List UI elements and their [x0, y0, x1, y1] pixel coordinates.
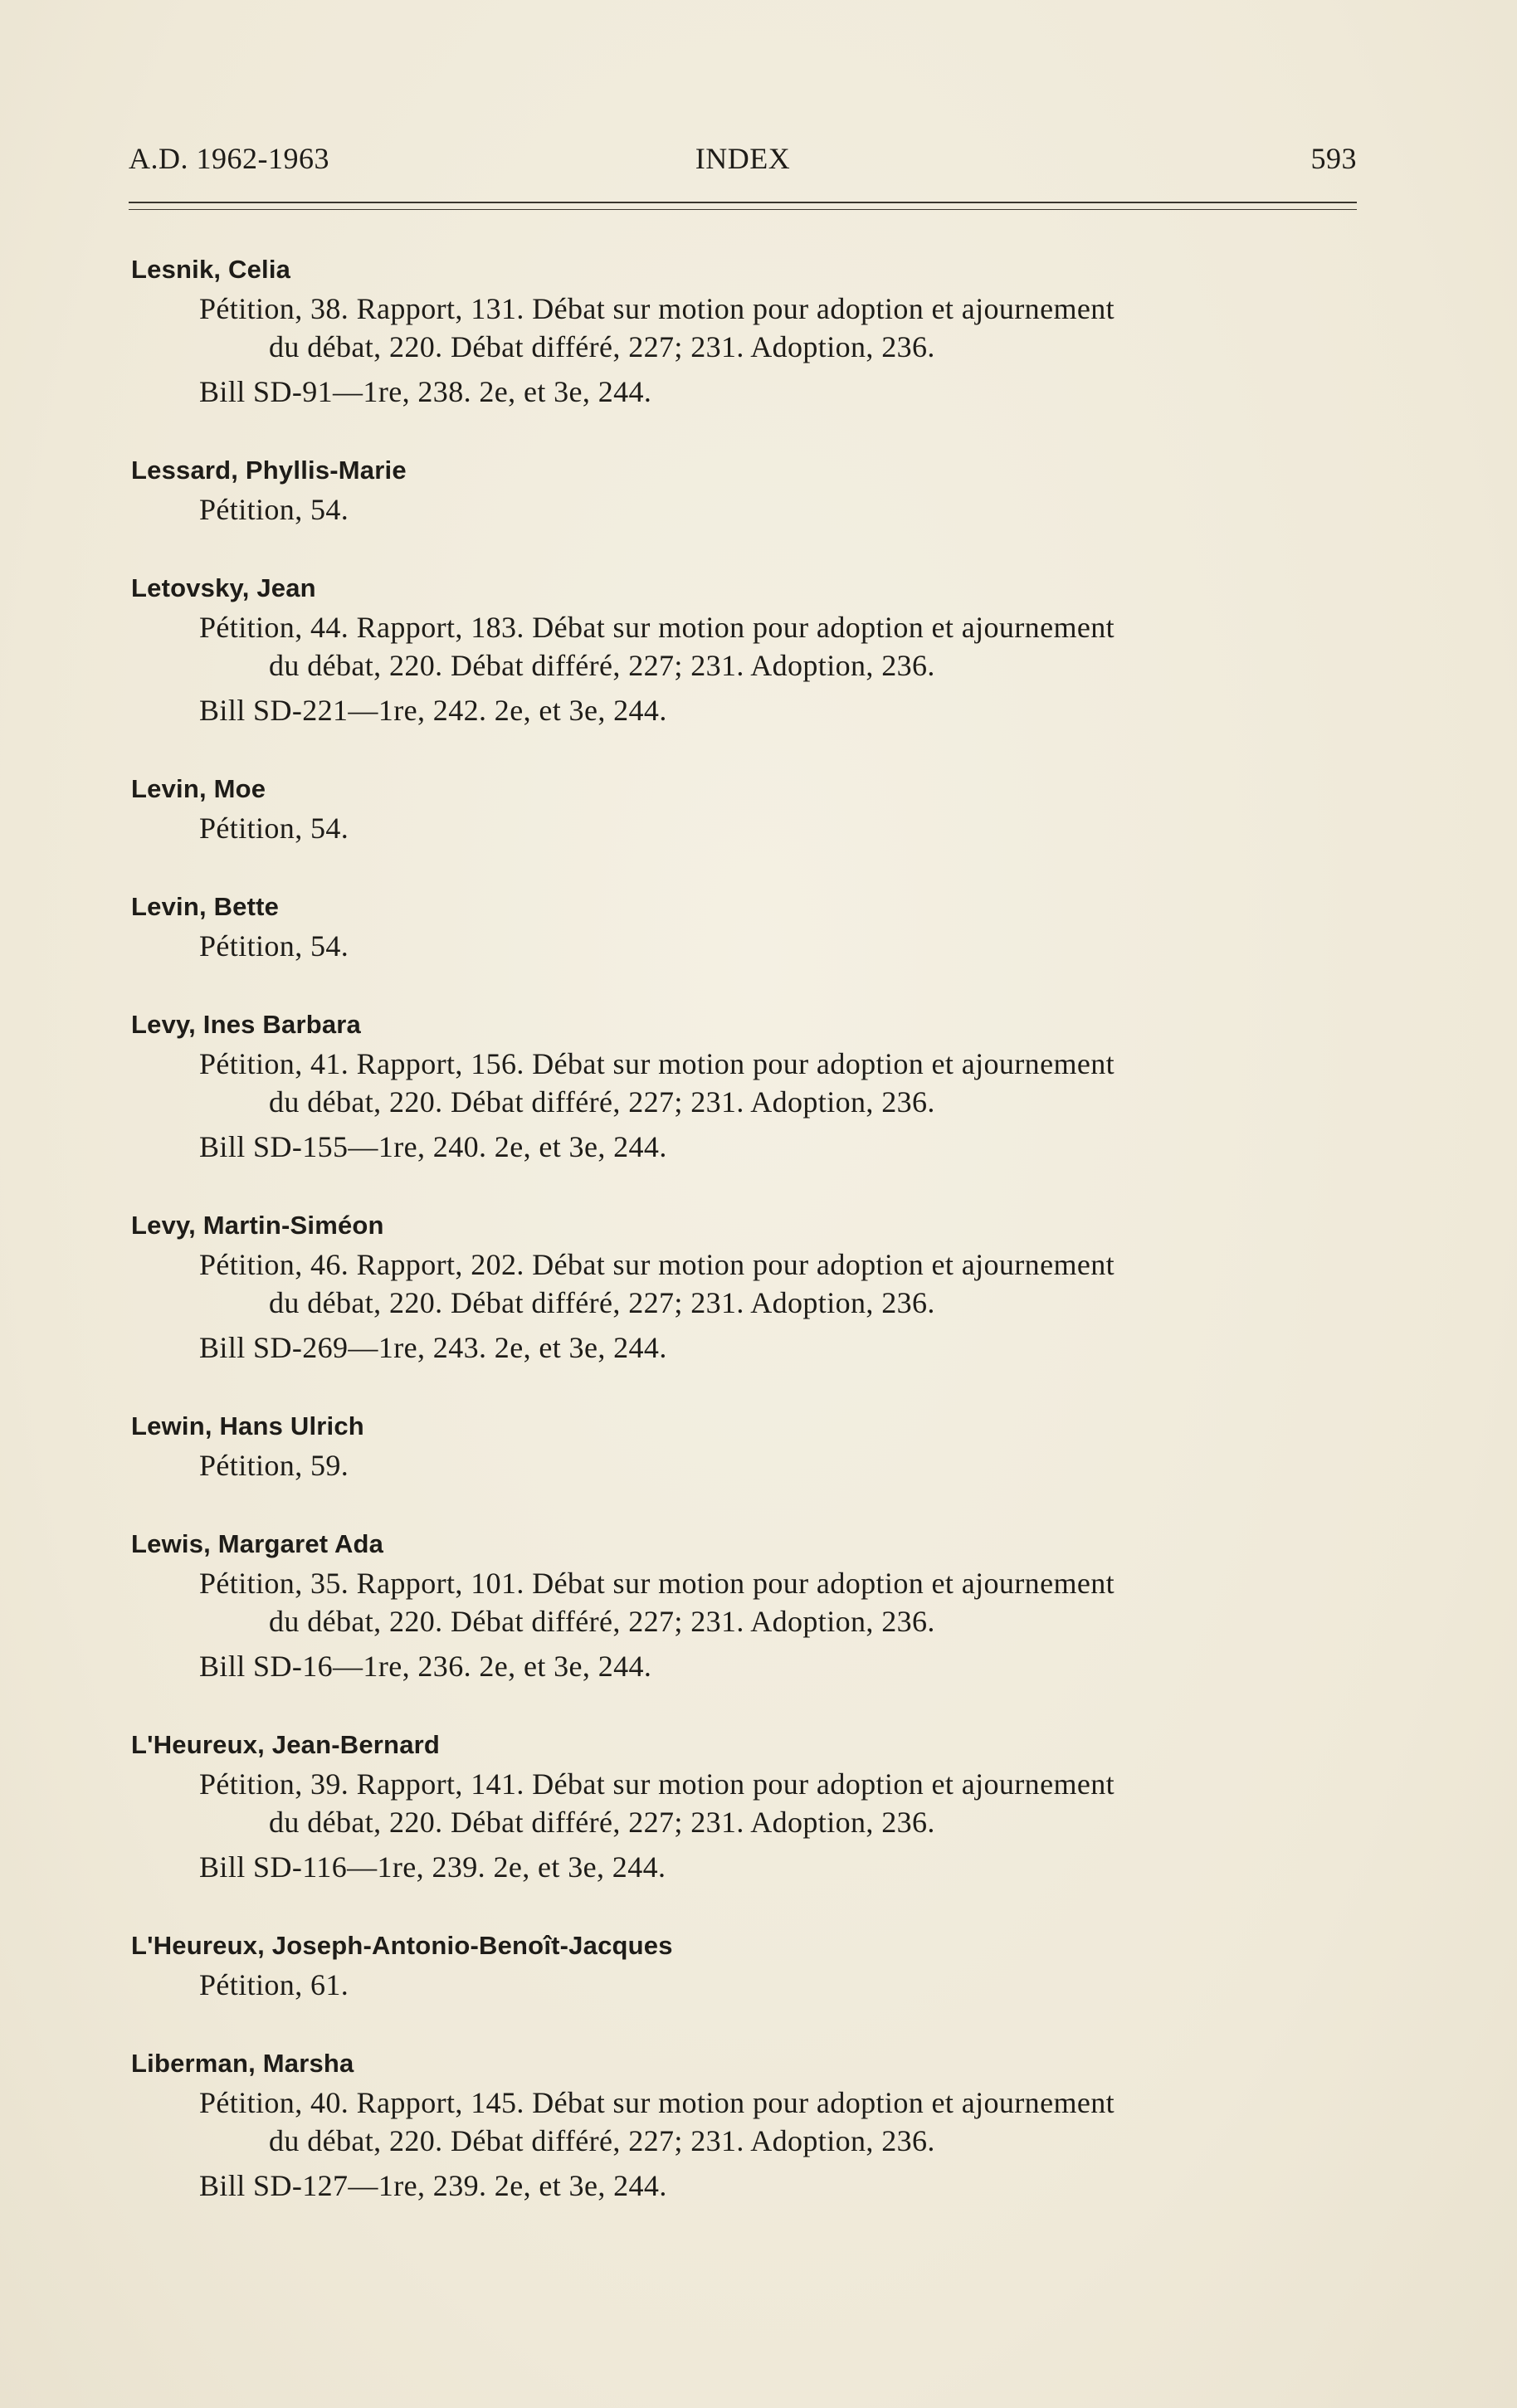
header-year-range: A.D. 1962-1963 — [129, 142, 329, 175]
entry-petition-line: Pétition, 54. — [199, 929, 349, 963]
index-entry — [131, 890, 1368, 965]
entry-bill-line: Bill SD-269—1re, 243. 2e, et 3e, 244. — [199, 1331, 667, 1364]
entry-petition-line: Pétition, 54. — [199, 812, 349, 845]
entry-continuation-line: du débat, 220. Débat différé, 227; 231. Adoption, 236. — [269, 1806, 935, 1839]
header-rule-top — [129, 202, 1357, 203]
entry-bill-line: Bill SD-155—1re, 240. 2e, et 3e, 244. — [199, 1130, 667, 1163]
entry-name: Levy, Martin-Siméon — [131, 1211, 384, 1240]
entry-petition-line: Pétition, 54. — [199, 493, 349, 526]
entry-name: Levin, Moe — [131, 774, 266, 803]
entry-petition-line: Pétition, 41. Rapport, 156. Débat sur motion pour adoption et ajournement — [199, 1047, 1115, 1080]
entry-petition-line: Pétition, 35. Rapport, 101. Débat sur motion pour adoption et ajournement — [199, 1567, 1115, 1600]
index-entry — [131, 773, 1368, 847]
index-entry — [131, 1929, 1368, 2004]
index-entry — [131, 1209, 1368, 1367]
entry-name: Lesnik, Celia — [131, 255, 291, 284]
entry-bill-line: Bill SD-116—1re, 239. 2e, et 3e, 244. — [199, 1850, 666, 1884]
index-entry — [131, 572, 1368, 729]
index-entry — [131, 1528, 1368, 1685]
index-entry — [131, 2047, 1368, 2205]
entry-name: L'Heureux, Joseph-Antonio-Benoît-Jacques — [131, 1931, 673, 1960]
entry-continuation-line: du débat, 220. Débat différé, 227; 231. Adoption, 236. — [269, 330, 935, 363]
entry-petition-line: Pétition, 46. Rapport, 202. Débat sur motion pour adoption et ajournement — [199, 1248, 1115, 1281]
index-entries — [131, 253, 1368, 2248]
running-head — [129, 141, 1357, 183]
entry-name: Levin, Bette — [131, 892, 280, 921]
entry-continuation-line: du débat, 220. Débat différé, 227; 231. Adoption, 236. — [269, 1286, 935, 1319]
entry-petition-line: Pétition, 44. Rapport, 183. Débat sur motion pour adoption et ajournement — [199, 611, 1115, 644]
index-entry — [131, 454, 1368, 529]
entry-continuation-line: du débat, 220. Débat différé, 227; 231. Adoption, 236. — [269, 2124, 935, 2157]
entry-name: Letovsky, Jean — [131, 573, 316, 602]
entry-name: Lessard, Phyllis-Marie — [131, 456, 407, 485]
entry-petition-line: Pétition, 61. — [199, 1968, 349, 2001]
entry-continuation-line: du débat, 220. Débat différé, 227; 231. Adoption, 236. — [269, 1085, 935, 1119]
entry-bill-line: Bill SD-127—1re, 239. 2e, et 3e, 244. — [199, 2169, 667, 2202]
index-entry — [131, 1008, 1368, 1166]
entry-bill-line: Bill SD-221—1re, 242. 2e, et 3e, 244. — [199, 694, 667, 727]
entry-name: Liberman, Marsha — [131, 2049, 354, 2078]
entry-name: L'Heureux, Jean-Bernard — [131, 1730, 441, 1759]
entry-petition-line: Pétition, 59. — [199, 1449, 349, 1482]
entry-continuation-line: du débat, 220. Débat différé, 227; 231. Adoption, 236. — [269, 649, 935, 682]
entry-petition-line: Pétition, 40. Rapport, 145. Débat sur motion pour adoption et ajournement — [199, 2086, 1115, 2119]
entry-bill-line: Bill SD-91—1re, 238. 2e, et 3e, 244. — [199, 375, 652, 408]
entry-petition-line: Pétition, 39. Rapport, 141. Débat sur motion pour adoption et ajournement — [199, 1767, 1115, 1801]
entry-name: Lewin, Hans Ulrich — [131, 1411, 364, 1440]
entry-name: Levy, Ines Barbara — [131, 1010, 361, 1039]
index-entry — [131, 253, 1368, 411]
entry-petition-line: Pétition, 38. Rapport, 131. Débat sur motion pour adoption et ajournement — [199, 292, 1115, 325]
entry-bill-line: Bill SD-16—1re, 236. 2e, et 3e, 244. — [199, 1650, 652, 1683]
header-title: INDEX — [695, 142, 791, 175]
index-entry — [131, 1410, 1368, 1484]
index-entry — [131, 1728, 1368, 1886]
page-number: 593 — [1310, 142, 1357, 175]
entry-continuation-line: du débat, 220. Débat différé, 227; 231. Adoption, 236. — [269, 1605, 935, 1638]
header-rule-bottom — [129, 209, 1357, 210]
entry-name: Lewis, Margaret Ada — [131, 1529, 384, 1558]
